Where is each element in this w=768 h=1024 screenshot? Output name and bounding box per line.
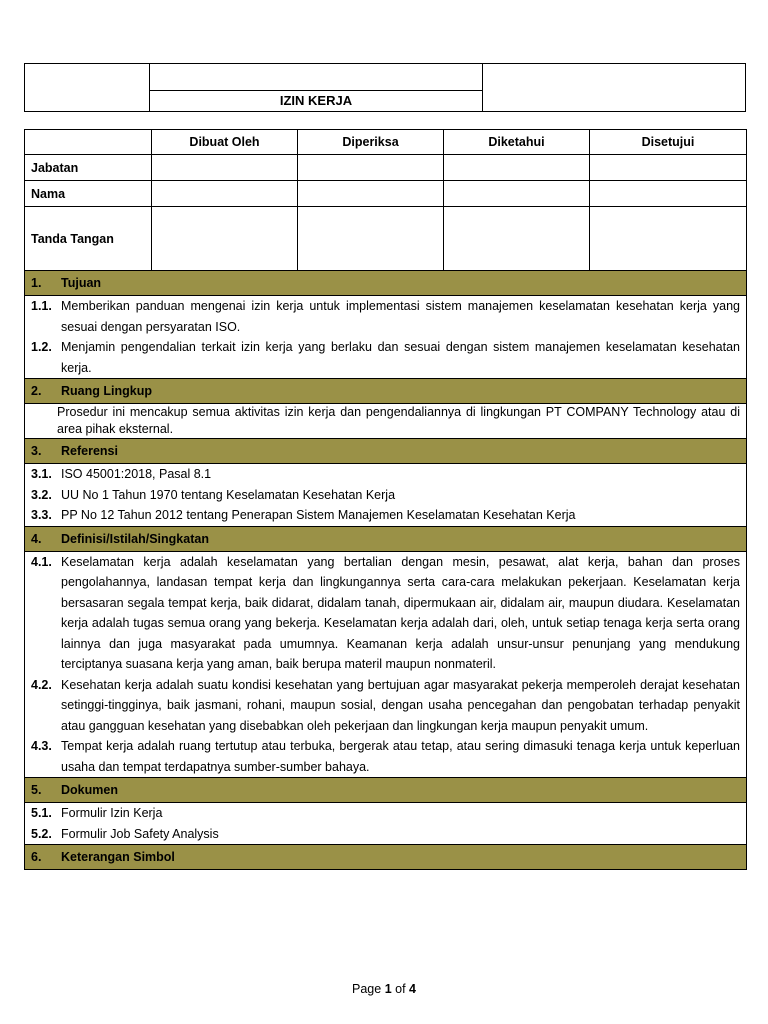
section-header-tujuan (25, 271, 747, 296)
approval-cell (590, 181, 747, 207)
signature-cell (590, 207, 747, 271)
section-header-definisi (25, 526, 747, 551)
section-title: Tujuan (61, 276, 102, 290)
scope-text: Prosedur ini mencakup semua aktivitas izin kerja dan pengendaliannya di lingkungan PT COMPANY Technology atau di area pihak eksternal. (57, 405, 740, 436)
section-header-referensi (25, 439, 747, 464)
approval-cell (298, 155, 444, 181)
approval-cell (444, 155, 590, 181)
item-number: 3.2. (31, 487, 52, 502)
approval-cell (590, 155, 747, 181)
page-of-label: of (395, 982, 406, 996)
item-number: 4.3. (31, 739, 52, 753)
signature-cell (444, 207, 590, 271)
section-body-referensi (25, 464, 747, 527)
item-number: 1.2. (31, 340, 52, 354)
item-number: 3.1. (31, 467, 52, 481)
item-text: PP No 12 Tahun 2012 tentang Penerapan Sistem Manajemen Keselamatan Kesehatan Kerja (61, 508, 576, 522)
section-title: Keterangan Simbol (61, 850, 175, 864)
col-disetujui: Disetujui (590, 130, 747, 155)
section-number: 2. (31, 384, 42, 398)
approval-row-nama (25, 181, 747, 207)
item-text: ISO 45001:2018, Pasal 8.1 (61, 467, 212, 481)
item-text: Keselamatan kerja adalah keselamatan yang bertalian dengan mesin, pesawat, alat kerja, bahan dan proses pengolahannya, landasan tempat kerja dan lingkungannya serta cara-cara melakukan pekerjaan. Keselamatan kerja bersasaran segala tempat kerja, baik didarat, didalam tanah, dipermukaan air, didalam air, maupun diudara. Keselamatan kerja adalah tugas semua orang yang bekerja. Keselamatan kerja adalah dari, oleh, untuk setiap tenaga kerja serta orang lainnya dan juga masyarakat pada umumnya. Keamanan kerja adalah unsur-unsur penunjang yang mendukung terciptanya suasana kerja yang aman, baik berupa materil maupun nonmateril. (61, 554, 740, 671)
list-item (31, 552, 740, 675)
list-item (31, 803, 740, 824)
approval-corner-cell (25, 130, 152, 155)
item-text: Menjamin pengendalian terkait izin kerja yang berlaku dan sesuai dengan sistem manajemen keselamatan kesehatan kerja. (61, 340, 740, 375)
item-text: Formulir Job Safety Analysis (61, 826, 219, 841)
approval-cell (298, 181, 444, 207)
section-header-ruang-lingkup (25, 379, 747, 404)
page-label: Page (352, 982, 382, 996)
col-diperiksa: Diperiksa (298, 130, 444, 155)
item-text: Tempat kerja adalah ruang tertutup atau terbuka, bergerak atau tetap, atau sering dimasuki tenaga kerja untuk keperluan usaha dan tempat terdapatnya sumber-sumber bahaya. (61, 739, 740, 774)
header-top-cell (150, 64, 482, 91)
section-body-dokumen (25, 803, 747, 845)
list-item (31, 675, 740, 737)
list-item (31, 296, 740, 337)
section-header-keterangan-simbol (25, 845, 747, 870)
section-title: Definisi/Istilah/Singkatan (61, 531, 209, 546)
section-title: Ruang Lingkup (61, 384, 152, 398)
row-label-tanda-tangan: Tanda Tangan (25, 207, 152, 271)
page-total: 4 (409, 982, 416, 996)
section-header-dokumen (25, 778, 747, 803)
item-number: 3.3. (31, 508, 52, 522)
list-item (31, 505, 740, 526)
approval-row-tanda-tangan (25, 207, 747, 271)
section-number: 4. (31, 531, 42, 546)
list-item (31, 736, 740, 777)
col-dibuat-oleh: Dibuat Oleh (152, 130, 298, 155)
approval-header-row (25, 130, 747, 155)
item-text: UU No 1 Tahun 1970 tentang Keselamatan Kesehatan Kerja (61, 487, 396, 502)
approval-cell (152, 155, 298, 181)
item-number: 5.1. (31, 806, 52, 820)
section-number: 3. (31, 444, 42, 458)
list-item (31, 824, 740, 845)
section-body-definisi (25, 551, 747, 778)
header-title-box (149, 64, 483, 112)
list-item (31, 337, 740, 378)
list-item (31, 464, 740, 485)
section-body-ruang-lingkup (25, 404, 747, 439)
section-body-tujuan (25, 296, 747, 379)
row-label-jabatan: Jabatan (25, 155, 152, 181)
section-number: 6. (31, 850, 42, 864)
section-number: 5. (31, 783, 42, 797)
item-number: 1.1. (31, 299, 52, 313)
item-number: 4.1. (31, 554, 52, 569)
signature-cell (298, 207, 444, 271)
doc-title: IZIN KERJA (279, 93, 353, 108)
procedure-table (24, 129, 747, 870)
item-number: 5.2. (31, 826, 52, 841)
signature-cell (152, 207, 298, 271)
section-number: 1. (31, 276, 42, 290)
approval-cell (444, 181, 590, 207)
page-current: 1 (384, 982, 392, 996)
item-number: 4.2. (31, 677, 52, 692)
item-text: Memberikan panduan mengenai izin kerja untuk implementasi sistem manajemen keselamatan kesehatan kerja yang sesuai dengan persyaratan ISO. (61, 299, 740, 334)
section-title: Referensi (61, 444, 118, 458)
row-label-nama: Nama (25, 181, 152, 207)
item-text: Kesehatan kerja adalah suatu kondisi kesehatan yang bertujuan agar masyarakat pekerja memperoleh derajat kesehatan setinggi-tingginya, baik jasmani, rohani, maupun sosial, dengan usaha pencegahan dan pengobatan terhadap penyakit atau gangguan kesehatan yang disebabkan oleh pekerjaan dan lingkungan kerja maupun penyakit umum. (61, 677, 740, 733)
section-title: Dokumen (61, 783, 118, 797)
approval-row-jabatan (25, 155, 747, 181)
col-diketahui: Diketahui (444, 130, 590, 155)
page-footer (0, 982, 768, 996)
approval-cell (152, 181, 298, 207)
document-header (24, 63, 746, 112)
list-item (31, 485, 740, 506)
item-text: Formulir Izin Kerja (61, 806, 163, 820)
